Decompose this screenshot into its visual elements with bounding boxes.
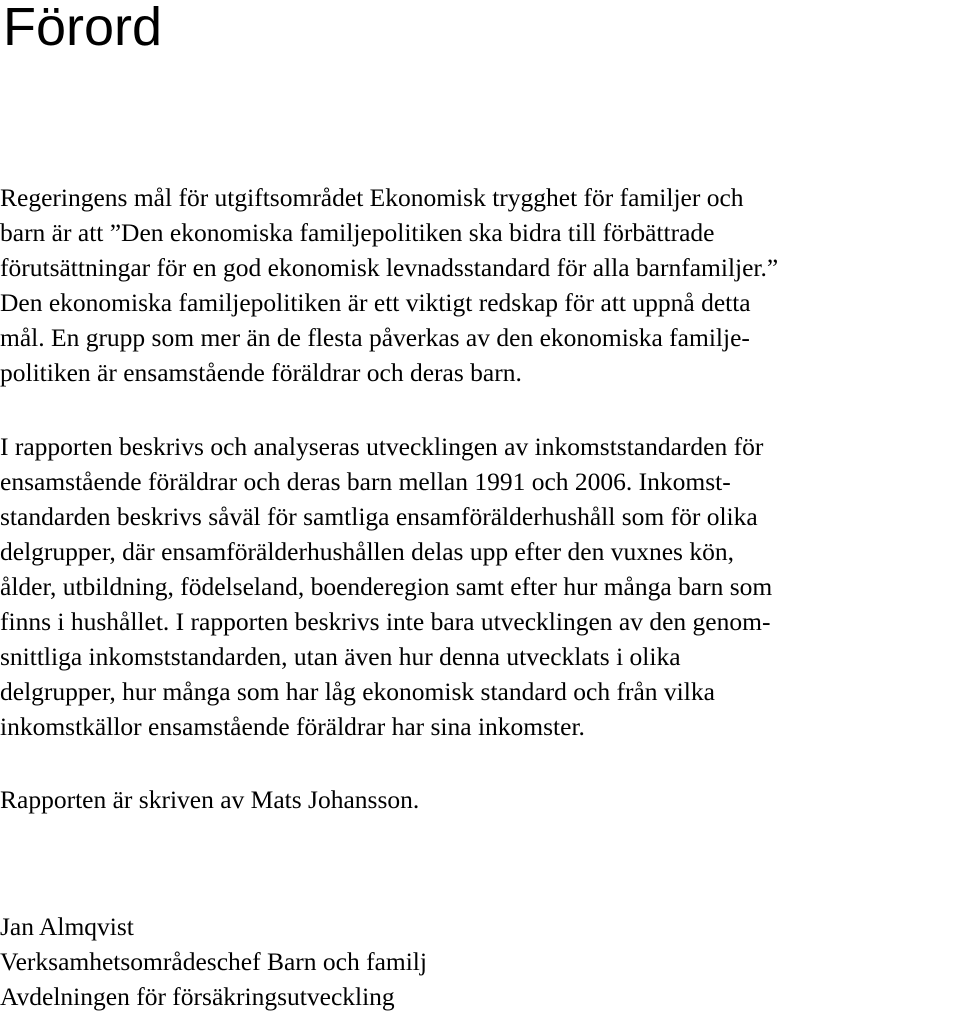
text-line: Regeringens mål för utgiftsområdet Ekonomisk trygghet för familjer och: [0, 183, 744, 212]
signature-block: [0, 909, 427, 1014]
text-line: delgrupper, hur många som har låg ekonomisk standard och från vilka: [0, 677, 715, 706]
text-line: Rapporten är skriven av Mats Johansson.: [0, 785, 420, 814]
text-line: förutsättningar för en god ekonomisk levnadsstandard för alla barnfamiljer.”: [0, 253, 779, 282]
paragraph-intro: [0, 180, 778, 390]
text-line: inkomstkällor ensamstående föräldrar har sina inkomster.: [0, 712, 585, 741]
text-line: politiken är ensamstående föräldrar och deras barn.: [0, 358, 522, 387]
signature-department: Avdelningen för försäkringsutveckling: [0, 982, 395, 1011]
text-line: ålder, utbildning, födelseland, boenderegion samt efter hur många barn som: [0, 572, 773, 601]
paragraph-report-description: [0, 429, 772, 744]
text-line: ensamstående föräldrar och deras barn mellan 1991 och 2006. Inkomst-: [0, 467, 731, 496]
text-line: standarden beskrivs såväl för samtliga ensamförälderhushåll som för olika: [0, 502, 758, 531]
text-line: mål. En grupp som mer än de flesta påverkas av den ekonomiska familje-: [0, 323, 750, 352]
text-line: snittliga inkomststandarden, utan även hur denna utvecklats i olika: [0, 642, 681, 671]
signature-role: Verksamhetsområdeschef Barn och familj: [0, 947, 427, 976]
text-line: delgrupper, där ensamförälderhushållen delas upp efter den vuxnes kön,: [0, 537, 734, 566]
text-line: barn är att ”Den ekonomiska familjepolitiken ska bidra till förbättrade: [0, 218, 715, 247]
text-line: finns i hushållet. I rapporten beskrivs inte bara utvecklingen av den genom-: [0, 607, 771, 636]
paragraph-author: [0, 782, 419, 817]
signature-name: Jan Almqvist: [0, 912, 134, 941]
text-line: I rapporten beskrivs och analyseras utvecklingen av inkomststandarden för: [0, 432, 764, 461]
page-title: Förord: [3, 0, 163, 57]
text-line: Den ekonomiska familjepolitiken är ett viktigt redskap för att uppnå detta: [0, 288, 751, 317]
